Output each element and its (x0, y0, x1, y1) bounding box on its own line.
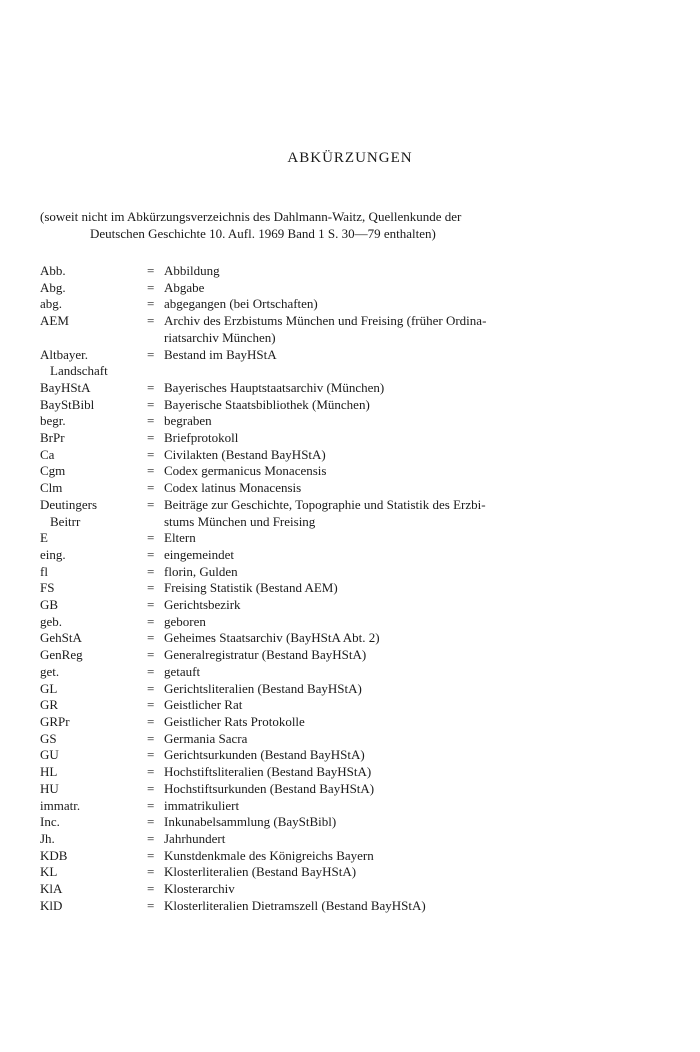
definition-line: Hochstiftsliteralien (Bestand BayHStA) (164, 764, 372, 780)
abbreviation-definition (164, 447, 604, 464)
definition-line: eingemeindet (164, 546, 235, 562)
equals-sign: = (147, 830, 155, 846)
abbreviation-term (40, 597, 147, 614)
abbreviation-entry (40, 597, 660, 614)
definition-line: Freising Statistik (Bestand AEM) (164, 580, 338, 596)
equals-sign: = (147, 296, 155, 312)
abbreviation-entry (40, 397, 660, 414)
abbreviation-term (40, 564, 147, 581)
definition-line: abgegangen (bei Ortschaften) (164, 296, 318, 312)
equals-sign: = (147, 713, 155, 729)
abbreviation-definition (164, 380, 604, 397)
equals-sign: = (147, 697, 155, 713)
abbreviation-definition (164, 347, 604, 380)
abbreviation-term-line: HL (40, 764, 58, 780)
equals-sign: = (147, 496, 155, 512)
equals-sign: = (147, 413, 155, 429)
abbreviation-term-line: Clm (40, 480, 63, 496)
abbreviation-term-line: eing. (40, 546, 66, 562)
abbreviation-definition (164, 547, 604, 564)
abbreviation-term-line: immatr. (40, 797, 81, 813)
abbreviation-definition (164, 747, 604, 764)
abbreviation-term-line: Ca (40, 446, 55, 462)
abbreviation-definition (164, 781, 604, 798)
abbreviation-entry (40, 630, 660, 647)
definition-line: Briefprotokoll (164, 430, 239, 446)
abbreviation-definition (164, 798, 604, 815)
abbreviation-term (40, 463, 147, 480)
abbreviation-definition (164, 313, 604, 346)
abbreviation-term (40, 881, 147, 898)
abbreviation-entry (40, 764, 660, 781)
abbreviation-term-line: get. (40, 663, 60, 679)
equals-sign: = (147, 663, 155, 679)
abbreviation-term-line: KlA (40, 881, 63, 897)
abbreviation-definition (164, 731, 604, 748)
equals-sign: = (147, 864, 155, 880)
abbreviation-term (40, 347, 147, 380)
abbreviation-definition (164, 898, 604, 915)
equals-sign: = (147, 346, 155, 362)
definition-line: Geistlicher Rat (164, 697, 243, 713)
abbreviation-definition (164, 764, 604, 781)
equals-sign: = (147, 263, 155, 278)
definition-line: getauft (164, 663, 201, 679)
equals-sign: = (147, 797, 155, 813)
abbreviation-term-line: BayStBibl (40, 396, 95, 412)
abbreviation-definition (164, 530, 604, 547)
abbreviation-definition (164, 630, 604, 647)
abbreviation-entry (40, 664, 660, 681)
definition-line: stums München und Freising (164, 513, 316, 529)
abbreviation-term-line: Beitrr (50, 513, 81, 529)
abbreviation-entry (40, 898, 660, 915)
intro-line-2: Deutschen Geschichte 10. Aufl. 1969 Band 1 S. 30—79 enthalten) (90, 226, 436, 241)
equals-sign: = (147, 647, 155, 663)
abbreviation-term (40, 263, 147, 280)
abbreviation-definition (164, 480, 604, 497)
abbreviation-term-line: abg. (40, 296, 63, 312)
abbreviation-entry (40, 530, 660, 547)
abbreviation-definition (164, 614, 604, 631)
abbreviation-definition (164, 881, 604, 898)
abbreviation-term-line: Altbayer. (40, 346, 89, 362)
abbreviation-term-line: geb. (40, 613, 63, 629)
definition-line: Klosterarchiv (164, 881, 235, 897)
abbreviation-term-line: fl (40, 563, 48, 579)
abbreviation-term (40, 764, 147, 781)
abbreviation-term (40, 814, 147, 831)
abbreviation-term-line: Abb. (40, 263, 66, 278)
abbreviation-term (40, 714, 147, 731)
abbreviation-term (40, 864, 147, 881)
abbreviation-term (40, 413, 147, 430)
equals-sign: = (147, 379, 155, 395)
abbreviation-term-line: E (40, 530, 48, 546)
abbreviation-definition (164, 580, 604, 597)
abbreviation-term-line: Deutingers (40, 496, 98, 512)
abbreviation-definition (164, 564, 604, 581)
abbreviation-term (40, 447, 147, 464)
abbreviation-term (40, 848, 147, 865)
equals-sign: = (147, 396, 155, 412)
equals-sign: = (147, 630, 155, 646)
abbreviation-entry (40, 413, 660, 430)
abbreviation-term (40, 480, 147, 497)
abbreviation-term-line: Jh. (40, 830, 55, 846)
equals-sign: = (147, 563, 155, 579)
abbreviation-term (40, 280, 147, 297)
abbreviation-entry (40, 263, 660, 280)
definition-line: Geheimes Staatsarchiv (BayHStA Abt. 2) (164, 630, 380, 646)
definition-line: florin, Gulden (164, 563, 238, 579)
definition-line: Generalregistratur (Bestand BayHStA) (164, 647, 367, 663)
abbreviation-term-line: KL (40, 864, 58, 880)
abbreviation-term (40, 430, 147, 447)
abbreviation-entry (40, 681, 660, 698)
abbreviation-entry (40, 347, 660, 380)
definition-line: riatsarchiv München) (164, 329, 276, 345)
abbreviation-term-line: Landschaft (50, 363, 108, 379)
abbreviation-term-line: GB (40, 597, 59, 613)
abbreviation-definition (164, 848, 604, 865)
abbreviation-entry (40, 564, 660, 581)
abbreviation-term-line: GehStA (40, 630, 82, 646)
abbreviation-term (40, 630, 147, 647)
abbreviation-definition (164, 397, 604, 414)
abbreviation-term-line: AEM (40, 313, 69, 329)
abbreviation-definition (164, 597, 604, 614)
abbreviation-entry (40, 430, 660, 447)
abbreviation-definition (164, 664, 604, 681)
abbreviation-entry (40, 580, 660, 597)
definition-line: begraben (164, 413, 212, 429)
abbreviation-list (40, 263, 660, 914)
equals-sign: = (147, 814, 155, 830)
equals-sign: = (147, 597, 155, 613)
abbreviation-term (40, 397, 147, 414)
definition-line: Germania Sacra (164, 730, 248, 746)
equals-sign: = (147, 530, 155, 546)
abbreviation-entry (40, 497, 660, 530)
abbreviation-entry (40, 296, 660, 313)
abbreviation-term-line: KDB (40, 847, 68, 863)
abbreviation-entry (40, 814, 660, 831)
abbreviation-term (40, 547, 147, 564)
page-title: ABKÜRZUNGEN (287, 150, 413, 166)
definition-line: Hochstiftsurkunden (Bestand BayHStA) (164, 780, 375, 796)
abbreviation-definition (164, 463, 604, 480)
equals-sign: = (147, 780, 155, 796)
abbreviation-term (40, 697, 147, 714)
abbreviation-entry (40, 647, 660, 664)
definition-line: Klosterliteralien Dietramszell (Bestand BayHStA) (164, 897, 426, 913)
abbreviation-entry (40, 380, 660, 397)
abbreviation-entry (40, 313, 660, 346)
abbreviation-entry (40, 731, 660, 748)
equals-sign: = (147, 580, 155, 596)
definition-line: Gerichtsliteralien (Bestand BayHStA) (164, 680, 362, 696)
abbreviation-definition (164, 280, 604, 297)
abbreviation-term-line: GU (40, 747, 59, 763)
abbreviation-term-line: FS (40, 580, 55, 596)
abbreviation-entry (40, 848, 660, 865)
definition-line: geboren (164, 613, 206, 629)
abbreviation-term (40, 831, 147, 848)
definition-line: Inkunabelsammlung (BayStBibl) (164, 814, 337, 830)
equals-sign: = (147, 764, 155, 780)
equals-sign: = (147, 613, 155, 629)
definition-line: Gerichtsurkunden (Bestand BayHStA) (164, 747, 365, 763)
abbreviation-term-line: Abg. (40, 279, 66, 295)
abbreviation-term (40, 497, 147, 530)
abbreviation-term-line: GR (40, 697, 59, 713)
equals-sign: = (147, 546, 155, 562)
equals-sign: = (147, 847, 155, 863)
abbreviation-entry (40, 714, 660, 731)
abbreviation-entry (40, 864, 660, 881)
definition-line: Archiv des Erzbistums München und Freising (früher Ordina- (164, 313, 487, 329)
abbreviation-definition (164, 263, 604, 280)
equals-sign: = (147, 463, 155, 479)
definition-line: Bayerische Staatsbibliothek (München) (164, 396, 370, 412)
definition-line: Codex latinus Monacensis (164, 480, 302, 496)
abbreviation-term (40, 380, 147, 397)
abbreviation-definition (164, 697, 604, 714)
abbreviation-term (40, 747, 147, 764)
abbreviation-entry (40, 280, 660, 297)
abbreviation-term (40, 296, 147, 313)
abbreviation-term-line: Cgm (40, 463, 66, 479)
abbreviation-term-line: BayHStA (40, 379, 91, 395)
intro-note (40, 208, 600, 242)
abbreviation-entry (40, 798, 660, 815)
abbreviation-term (40, 731, 147, 748)
equals-sign: = (147, 881, 155, 897)
equals-sign: = (147, 730, 155, 746)
intro-line-1: (soweit nicht im Abkürzungsverzeichnis des Dahlmann-Waitz, Quellenkunde der (40, 209, 462, 224)
equals-sign: = (147, 480, 155, 496)
abbreviation-term-line: KlD (40, 897, 63, 913)
abbreviation-entry (40, 747, 660, 764)
definition-line: Beiträge zur Geschichte, Topographie und Statistik des Erzbi- (164, 496, 486, 512)
abbreviation-entry (40, 463, 660, 480)
abbreviation-entry (40, 881, 660, 898)
abbreviation-entry (40, 697, 660, 714)
abbreviation-term-line: GL (40, 680, 58, 696)
abbreviation-entry (40, 480, 660, 497)
equals-sign: = (147, 279, 155, 295)
equals-sign: = (147, 446, 155, 462)
equals-sign: = (147, 680, 155, 696)
definition-line: Gerichtsbezirk (164, 597, 241, 613)
abbreviation-term (40, 647, 147, 664)
abbreviation-definition (164, 814, 604, 831)
equals-sign: = (147, 430, 155, 446)
abbreviation-definition (164, 413, 604, 430)
abbreviation-entry (40, 781, 660, 798)
definition-line: immatrikuliert (164, 797, 240, 813)
definition-line: Kunstdenkmale des Königreichs Bayern (164, 847, 374, 863)
abbreviation-term-line: GRPr (40, 713, 70, 729)
definition-line: Bestand im BayHStA (164, 346, 277, 362)
definition-line: Abbildung (164, 263, 220, 278)
abbreviation-term (40, 781, 147, 798)
abbreviation-entry (40, 547, 660, 564)
abbreviation-term-line: HU (40, 780, 59, 796)
abbreviation-definition (164, 296, 604, 313)
definition-line: Codex germanicus Monacensis (164, 463, 327, 479)
abbreviation-term (40, 664, 147, 681)
abbreviation-term (40, 530, 147, 547)
abbreviation-term (40, 580, 147, 597)
definition-line: Eltern (164, 530, 196, 546)
definition-line: Jahrhundert (164, 830, 226, 846)
abbreviation-entry (40, 447, 660, 464)
definition-line: Bayerisches Hauptstaatsarchiv (München) (164, 379, 385, 395)
definition-line: Geistlicher Rats Protokolle (164, 713, 305, 729)
abbreviation-term (40, 898, 147, 915)
abbreviation-definition (164, 497, 604, 530)
abbreviation-term-line: GenReg (40, 647, 83, 663)
definition-line: Civilakten (Bestand BayHStA) (164, 446, 326, 462)
definition-line: Abgabe (164, 279, 205, 295)
equals-sign: = (147, 313, 155, 329)
definition-line: Klosterliteralien (Bestand BayHStA) (164, 864, 357, 880)
abbreviation-term-line: Inc. (40, 814, 60, 830)
abbreviation-term-line: BrPr (40, 430, 65, 446)
abbreviation-term (40, 614, 147, 631)
equals-sign: = (147, 747, 155, 763)
abbreviation-term (40, 313, 147, 346)
abbreviation-entry (40, 614, 660, 631)
abbreviation-term-line: GS (40, 730, 57, 746)
abbreviation-definition (164, 714, 604, 731)
abbreviation-term (40, 798, 147, 815)
abbreviation-definition (164, 864, 604, 881)
abbreviation-definition (164, 831, 604, 848)
abbreviation-definition (164, 430, 604, 447)
abbreviation-definition (164, 647, 604, 664)
abbreviation-term-line: begr. (40, 413, 66, 429)
abbreviation-term (40, 681, 147, 698)
abbreviation-definition (164, 681, 604, 698)
abbreviation-entry (40, 831, 660, 848)
equals-sign: = (147, 897, 155, 913)
